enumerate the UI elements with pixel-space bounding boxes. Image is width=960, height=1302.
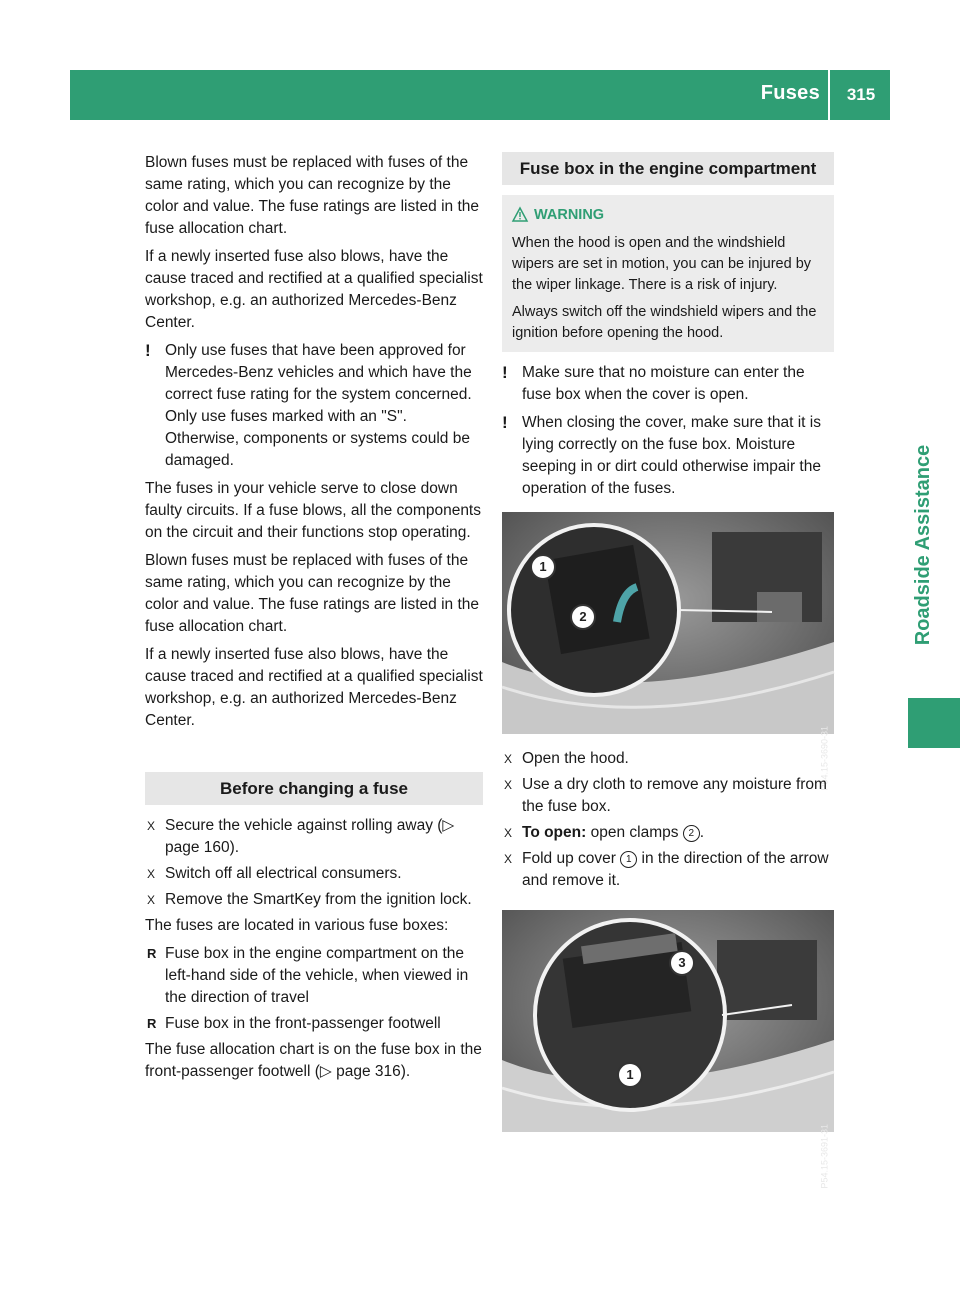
step-text: open clamps — [590, 824, 679, 841]
header-divider — [828, 70, 830, 120]
note-text: When closing the cover, make sure that it is lying correctly on the fuse box. Moisture seeping in or dirt could otherwise impair the operation of the fuses. — [522, 414, 821, 497]
chapter-tab-label: Roadside Assistance — [912, 444, 934, 646]
callout-marker: 3 — [669, 950, 695, 976]
note-text: Only use fuses that have been approved for Mercedes-Benz vehicles and which have the correct fuse rating for the system concerned. Only use fuses marked with an "S". Otherwise, components or systems could be damaged. — [165, 342, 472, 469]
step-text: Switch off all electrical consumers. — [165, 865, 402, 882]
warning-triangle-icon — [512, 207, 528, 229]
warning-header — [512, 205, 824, 229]
section-heading: Before changing a fuse — [145, 772, 483, 805]
step-arrow-icon: X — [147, 893, 156, 907]
callout-marker: 1 — [617, 1062, 643, 1088]
warning-box — [502, 195, 834, 352]
caution-note — [502, 412, 834, 500]
engine-bay-illustration — [502, 512, 834, 734]
step-arrow-icon: X — [504, 778, 513, 792]
list-item-text: Fuse box in the engine compartment on the left-hand side of the vehicle, when viewed in the direction of travel — [165, 945, 469, 1006]
right-column — [502, 152, 834, 1189]
step-arrow-icon: X — [147, 867, 156, 881]
warning-title: WARNING — [534, 207, 605, 223]
step-arrow-icon: X — [147, 819, 156, 833]
step-text: in the direction of the arrow and remove it. — [522, 850, 829, 889]
paragraph: If a newly inserted fuse also blows, have the cause traced and rectified at a qualified specialist workshop, e.g. an authorized Mercedes-Benz Center. — [145, 646, 483, 729]
step-text: Open the hood. — [522, 750, 629, 767]
chapter-tab — [909, 400, 937, 690]
paragraph: The fuses in your vehicle serve to close down faulty circuits. If a fuse blows, all the components on the circuit and their functions stop operating. — [145, 480, 481, 541]
step-item — [502, 748, 834, 770]
exclamation-icon: ! — [502, 413, 508, 432]
callout-marker: 2 — [570, 604, 596, 630]
bullet-icon: R — [147, 946, 157, 961]
figure-code: P54.15-3690-31 — [820, 726, 830, 791]
chapter-marker — [908, 698, 960, 748]
step-item — [502, 822, 834, 844]
step-text: . — [699, 824, 705, 841]
step-item — [145, 889, 483, 911]
header-bar — [70, 70, 890, 120]
left-column — [145, 152, 483, 1089]
exclamation-icon: ! — [502, 363, 508, 382]
page-number: 315 — [846, 85, 876, 104]
list-item-text: Fuse box in the front-passenger footwell — [165, 1015, 441, 1032]
warning-text: When the hood is open and the windshield wipers are set in motion, you can be injured by the wiper linkage. There is a risk of injury. — [512, 235, 812, 293]
engine-bay-illustration — [502, 910, 834, 1132]
list-item — [145, 1013, 483, 1035]
step-text: Secure the vehicle against rolling away (▷ page 160). — [165, 817, 455, 856]
callout-number: 2 — [683, 825, 700, 842]
step-text: Use a dry cloth to remove any moisture from the fuse box. — [522, 776, 827, 815]
step-text: Fold up cover — [522, 850, 616, 867]
figure-code: P54.15-3691-31 — [820, 1124, 830, 1189]
exclamation-icon: ! — [145, 341, 151, 360]
step-item — [502, 774, 834, 818]
paragraph: If a newly inserted fuse also blows, have the cause traced and rectified at a qualified specialist workshop, e.g. an authorized Mercedes-Benz Center. — [145, 248, 483, 331]
caution-note — [145, 340, 483, 472]
paragraph: The fuses are located in various fuse boxes: — [145, 917, 449, 934]
callout-number: 1 — [620, 851, 637, 868]
step-item — [145, 863, 483, 885]
note-text: Make sure that no moisture can enter the fuse box when the cover is open. — [522, 364, 805, 403]
section-heading: Fuse box in the engine compartment — [502, 152, 834, 185]
step-arrow-icon: X — [504, 826, 513, 840]
warning-text: Always switch off the windshield wipers and the ignition before opening the hood. — [512, 304, 817, 341]
paragraph: The fuse allocation chart is on the fuse box in the front-passenger footwell (▷ page 316). — [145, 1041, 482, 1080]
step-label: To open: — [522, 824, 587, 841]
paragraph: Blown fuses must be replaced with fuses of the same rating, which you can recognize by the color and value. The fuse ratings are listed in the fuse allocation chart. — [145, 552, 480, 635]
list-item — [145, 943, 483, 1009]
page-title: Fuses — [760, 82, 820, 104]
step-item — [145, 815, 483, 859]
caution-note — [502, 362, 834, 406]
step-text: Remove the SmartKey from the ignition lock. — [165, 891, 472, 908]
step-arrow-icon: X — [504, 752, 513, 766]
paragraph: Blown fuses must be replaced with fuses of the same rating, which you can recognize by the color and value. The fuse ratings are listed in the fuse allocation chart. — [145, 154, 480, 237]
bullet-icon: R — [147, 1016, 157, 1031]
callout-marker: 1 — [530, 554, 556, 580]
engine-fuse-box-photo-2 — [502, 910, 834, 1189]
step-item — [502, 848, 834, 892]
step-arrow-icon: X — [504, 852, 513, 866]
